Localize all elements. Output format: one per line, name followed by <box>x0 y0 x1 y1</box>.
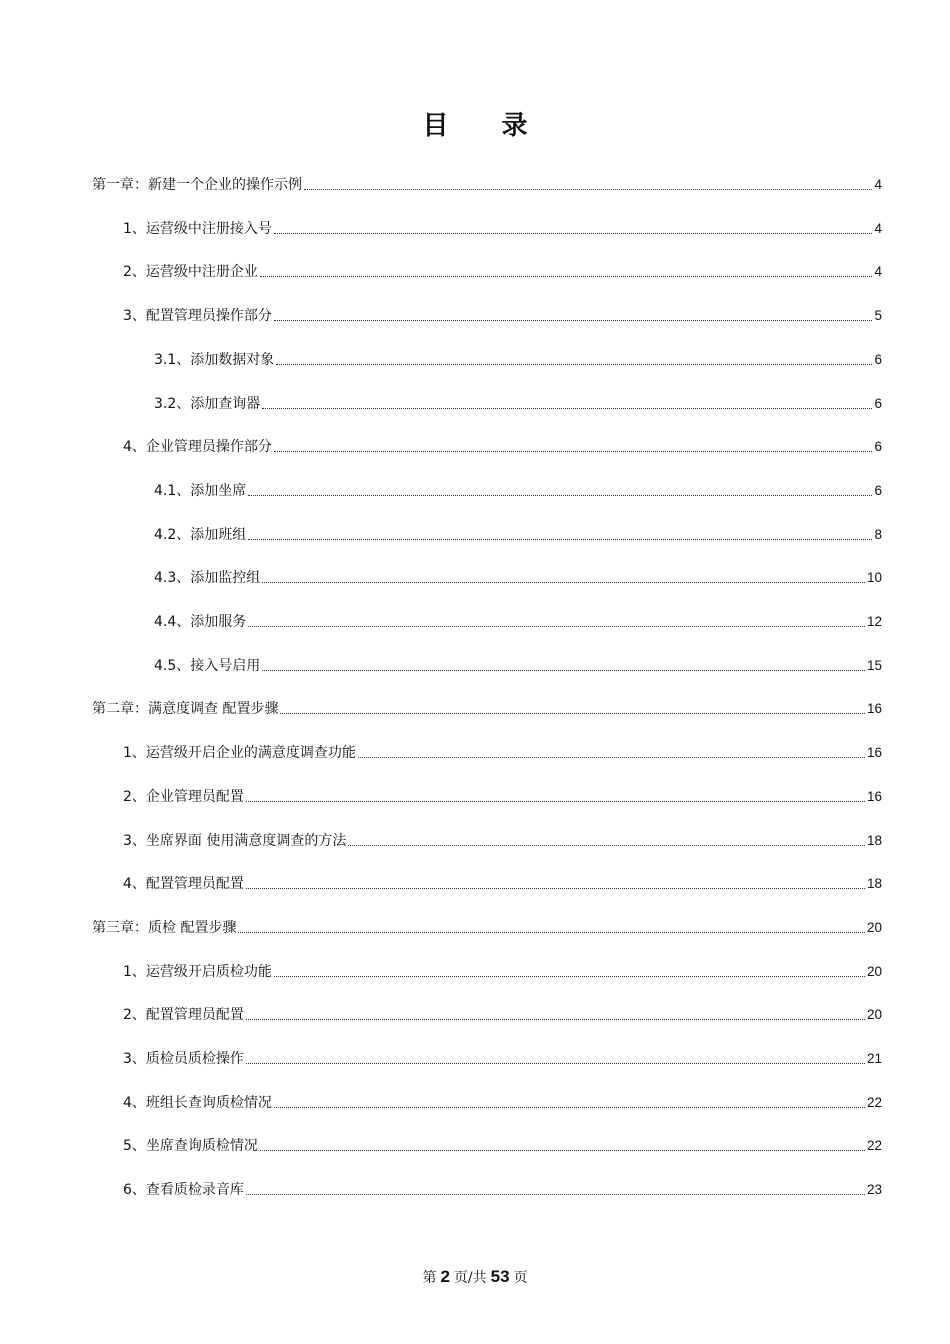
toc-entry-page-number: 16 <box>866 788 882 804</box>
toc-dot-leader <box>248 626 865 627</box>
toc-dot-leader <box>274 320 873 321</box>
toc-entry-label: 3.2、添加查询器 <box>154 395 261 412</box>
toc-entry[interactable] <box>123 1131 882 1155</box>
toc-entry[interactable] <box>123 301 882 325</box>
toc-entry[interactable] <box>154 563 882 587</box>
toc-entry[interactable] <box>92 170 882 194</box>
toc-dot-leader <box>248 495 872 496</box>
toc-dot-leader <box>304 189 872 190</box>
toc-entry[interactable] <box>123 257 882 281</box>
toc-entry[interactable] <box>123 738 882 762</box>
toc-dot-leader <box>274 233 873 234</box>
footer-middle: 页/共 <box>453 1270 487 1286</box>
toc-entry-page-number: 18 <box>866 832 882 848</box>
toc-entry-page-number: 23 <box>866 1182 882 1198</box>
toc-entry[interactable] <box>123 1044 882 1068</box>
toc-entry[interactable] <box>123 1000 882 1024</box>
toc-entry-label: 6、查看质检录音库 <box>123 1182 244 1199</box>
toc-entry-page-number: 4 <box>874 177 882 192</box>
toc-entry[interactable] <box>123 957 882 981</box>
toc-dot-leader <box>260 276 873 277</box>
toc-dot-leader <box>246 1194 865 1195</box>
toc-dot-leader <box>274 976 865 977</box>
toc-entry-page-number: 6 <box>874 395 882 411</box>
footer-suffix: 页 <box>513 1270 528 1286</box>
toc-dot-leader <box>358 757 865 758</box>
toc-entry-label: 4.5、接入号启用 <box>154 657 261 674</box>
toc-entry-page-number: 6 <box>874 439 882 455</box>
toc-entry-label: 1、运营级中注册接入号 <box>123 220 272 237</box>
toc-entry-page-number: 6 <box>874 482 882 498</box>
toc-entry-label: 4、企业管理员操作部分 <box>123 439 272 456</box>
toc-entry[interactable] <box>123 432 882 456</box>
toc-entry-label: 2、企业管理员配置 <box>123 788 244 805</box>
toc-dot-leader <box>246 888 865 889</box>
toc-entry-page-number: 6 <box>874 351 882 367</box>
toc-entry[interactable] <box>154 476 882 500</box>
toc-entry-label: 4、班组长查询质检情况 <box>123 1094 272 1111</box>
toc-entry-page-number: 22 <box>866 1138 882 1154</box>
toc-entry-page-number: 4 <box>874 264 882 280</box>
toc-entry[interactable] <box>123 1175 882 1199</box>
toc-title: 目 录 <box>422 111 550 141</box>
toc-dot-leader <box>348 845 865 846</box>
footer-total-pages: 53 <box>490 1267 510 1286</box>
toc-entry-label: 4.3、添加监控组 <box>154 570 261 587</box>
toc-dot-leader <box>262 582 865 583</box>
toc-entry[interactable] <box>154 520 882 544</box>
toc-entry[interactable] <box>123 782 882 806</box>
toc-dot-leader <box>274 1107 865 1108</box>
toc-entry[interactable] <box>123 869 882 893</box>
footer-prefix: 第 <box>422 1270 437 1286</box>
page-footer <box>0 1266 950 1289</box>
toc-entry[interactable] <box>154 651 882 675</box>
toc-entry-label: 4、配置管理员配置 <box>123 876 244 893</box>
toc-entry-page-number: 20 <box>866 1007 882 1023</box>
toc-dot-leader <box>276 364 872 365</box>
toc-entry-label: 1、运营级开启企业的满意度调查功能 <box>123 745 356 762</box>
toc-entry-label: 3、坐席界面 使用满意度调查的方法 <box>123 832 347 849</box>
toc-entry-label: 4.1、添加坐席 <box>154 482 247 499</box>
toc-entry-page-number: 16 <box>866 745 882 761</box>
toc-dot-leader <box>274 451 873 452</box>
toc-entry[interactable] <box>92 694 882 718</box>
toc-entry-page-number: 22 <box>866 1094 882 1110</box>
toc-entry-page-number: 20 <box>866 963 882 979</box>
toc-entry-label: 第一章：新建一个企业的操作示例 <box>92 177 302 193</box>
toc-entry-label: 2、运营级中注册企业 <box>123 264 258 281</box>
toc-entry-page-number: 10 <box>866 570 882 586</box>
toc-entry-label: 5、坐席查询质检情况 <box>123 1138 258 1155</box>
toc-entry[interactable] <box>154 345 882 369</box>
toc-entry-label: 4.2、添加班组 <box>154 526 247 543</box>
toc-dot-leader <box>262 408 872 409</box>
toc-entry-label: 2、配置管理员配置 <box>123 1007 244 1024</box>
toc-entry-label: 3、质检员质检操作 <box>123 1051 244 1067</box>
toc-entry-page-number: 5 <box>874 308 882 324</box>
toc-dot-leader <box>246 801 865 802</box>
toc-entry-label: 4.4、添加服务 <box>154 614 247 630</box>
toc-entry-page-number: 8 <box>874 526 882 542</box>
footer-current-page: 2 <box>440 1267 450 1286</box>
toc-entry-label: 第二章：满意度调查 配置步骤 <box>92 701 279 718</box>
toc-entry[interactable] <box>123 214 882 238</box>
toc-entry-page-number: 4 <box>874 220 882 236</box>
toc-entry-label: 1、运营级开启质检功能 <box>123 963 272 980</box>
toc-dot-leader <box>248 539 872 540</box>
toc-entry[interactable] <box>92 913 882 937</box>
toc-dot-leader <box>238 932 865 933</box>
toc-entry[interactable] <box>154 389 882 413</box>
toc-entry-label: 3.1、添加数据对象 <box>154 351 275 368</box>
toc-dot-leader <box>262 670 865 671</box>
toc-entry-page-number: 21 <box>866 1051 882 1066</box>
toc-dot-leader <box>260 1150 865 1151</box>
toc-entry-page-number: 18 <box>866 876 882 892</box>
toc-dot-leader <box>246 1019 865 1020</box>
toc-dot-leader <box>246 1063 865 1064</box>
toc-entry-page-number: 15 <box>866 657 882 673</box>
toc-dot-leader <box>280 713 865 714</box>
toc-entry-label: 第三章：质检 配置步骤 <box>92 919 237 936</box>
toc-entry-label: 3、配置管理员操作部分 <box>123 308 272 325</box>
toc-entry[interactable] <box>154 607 882 631</box>
toc-entry-page-number: 16 <box>866 701 882 717</box>
toc-entry-page-number: 12 <box>866 614 882 629</box>
toc-entry[interactable] <box>123 826 882 850</box>
toc-entry-page-number: 20 <box>866 919 882 935</box>
toc-entry[interactable] <box>123 1088 882 1112</box>
